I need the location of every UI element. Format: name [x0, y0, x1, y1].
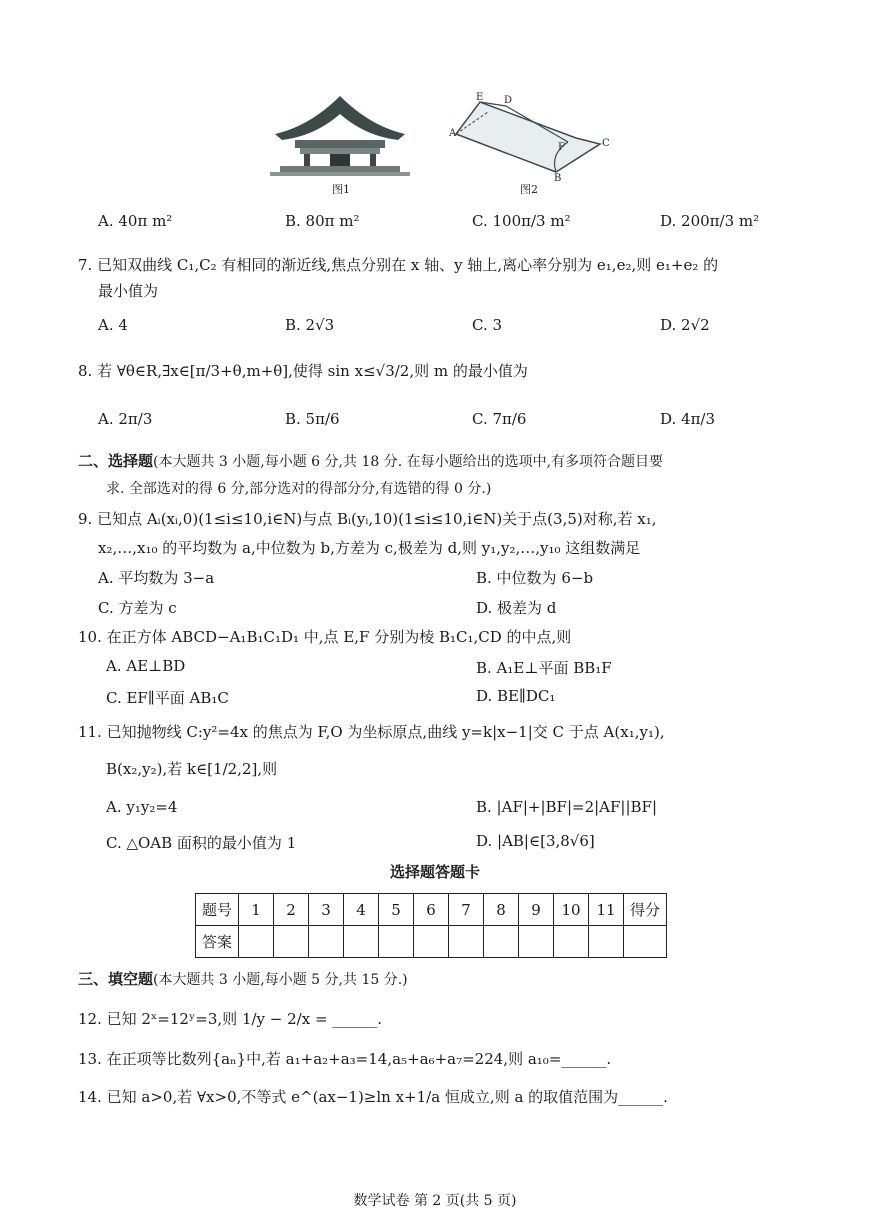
q9-option-b: B. 中位数为 6−b [476, 569, 594, 587]
answer-cell[interactable] [239, 926, 274, 958]
q7-option-c: C. 3 [472, 316, 503, 334]
figures-area [270, 88, 620, 198]
q6-option-c: C. 100π/3 m² [472, 212, 571, 230]
q11-option-b: B. |AF|+|BF|=2|AF||BF| [476, 798, 658, 816]
q11-stem-line1: 11. 已知抛物线 C:y²=4x 的焦点为 F,O 为坐标原点,曲线 y=k|x−1|交 C 于点 A(x₁,y₁), [78, 723, 665, 741]
q13-text: 13. 在正项等比数列{aₙ}中,若 a₁+a₂+a₃=14,a₅+a₆+a₇=224,则 a₁₀=______. [78, 1050, 612, 1068]
q8-option-c: C. 7π/6 [472, 410, 527, 428]
answer-card-number-cell: 2 [274, 894, 309, 926]
q14-text: 14. 已知 a>0,若 ∀x>0,不等式 e^(ax−1)≥ln x+1/a 恒成立,则 a 的取值范围为______. [78, 1088, 668, 1106]
answer-cell[interactable] [274, 926, 309, 958]
svg-text:B: B [554, 173, 562, 183]
svg-text:D: D [504, 95, 513, 106]
answer-cell[interactable] [554, 926, 589, 958]
q7-option-b: B. 2√3 [285, 316, 335, 334]
answer-card-number-cell: 1 [239, 894, 274, 926]
section-3-heading [78, 968, 408, 989]
q8-option-a: A. 2π/3 [98, 410, 153, 428]
answer-card-table [195, 893, 667, 958]
answer-card-number-cell: 10 [554, 894, 589, 926]
svg-text:F: F [558, 142, 565, 153]
q10-option-a: A. AE⊥BD [106, 657, 186, 675]
answer-card-number-cell: 6 [414, 894, 449, 926]
q7-option-a: A. 4 [98, 316, 128, 334]
score-cell[interactable] [624, 926, 667, 958]
answer-cell[interactable] [414, 926, 449, 958]
section-2-note-line2: 求. 全部选对的得 6 分,部分选对的得部分分,有选错的得 0 分.) [106, 481, 492, 497]
q7-option-d: D. 2√2 [660, 316, 710, 334]
answer-card-title: 选择题答题卡 [389, 863, 480, 881]
q10-option-c: C. EF∥平面 AB₁C [106, 689, 229, 707]
section-2-note-line1: (本大题共 3 小题,每小题 6 分,共 18 分. 在每小题给出的选项中,有多项符合题目要 [153, 454, 664, 470]
answer-cell[interactable] [309, 926, 344, 958]
q9-option-d: D. 极差为 d [476, 599, 557, 617]
figure-1-caption: 图1 [332, 183, 350, 196]
q6-option-a: A. 40π m² [98, 212, 173, 230]
answer-card-score-label: 得分 [624, 894, 667, 926]
q7-stem-line1: 7. 已知双曲线 C₁,C₂ 有相同的渐近线,焦点分别在 x 轴、y 轴上,离心率分别为 e₁,e₂,则 e₁+e₂ 的 [78, 256, 719, 274]
answer-card-answer-row [196, 926, 667, 958]
q10-option-d: D. BE∥DC₁ [476, 687, 556, 705]
q10-stem: 10. 在正方体 ABCD−A₁B₁C₁D₁ 中,点 E,F 分别为棱 B₁C₁,CD 的中点,则 [78, 628, 572, 646]
answer-card-number-cell: 11 [589, 894, 624, 926]
q10-option-b: B. A₁E⊥平面 BB₁F [476, 659, 612, 677]
answer-cell[interactable] [484, 926, 519, 958]
q6-option-b: B. 80π m² [285, 212, 360, 230]
q9-stem-line2: x₂,…,x₁₀ 的平均数为 a,中位数为 b,方差为 c,极差为 d,则 y₁,y₂,…,y₁₀ 这组数满足 [98, 539, 641, 557]
answer-card-number-cell: 5 [379, 894, 414, 926]
q12-text: 12. 已知 2ˣ=12ʸ=3,则 1/y − 2/x = ______. [78, 1010, 383, 1028]
q8-option-b: B. 5π/6 [285, 410, 340, 428]
q7-stem-line2: 最小值为 [98, 282, 159, 300]
answer-card-number-cell: 3 [309, 894, 344, 926]
answer-card-number-cell: 8 [484, 894, 519, 926]
figure-2-diagram [448, 88, 618, 183]
q11-option-c: C. △OAB 面积的最小值为 1 [106, 834, 297, 852]
answer-card-number-row [196, 894, 667, 926]
q11-option-d: D. |AB|∈[3,8√6] [476, 832, 595, 850]
svg-text:E: E [476, 92, 484, 103]
answer-card-number-label: 题号 [196, 894, 239, 926]
svg-text:C: C [602, 138, 610, 149]
answer-card-number-cell: 9 [519, 894, 554, 926]
section-2-title: 二、选择题 [78, 452, 154, 470]
page-footer: 数学试卷 第 2 页(共 5 页) [353, 1193, 517, 1209]
answer-cell[interactable] [519, 926, 554, 958]
q8-option-d: D. 4π/3 [660, 410, 716, 428]
answer-cell[interactable] [379, 926, 414, 958]
answer-cell[interactable] [589, 926, 624, 958]
section-2-heading [78, 450, 663, 471]
q9-stem-line1: 9. 已知点 Aᵢ(xᵢ,0)(1≤i≤10,i∈N)与点 Bᵢ(yᵢ,10)(1≤i≤10,i∈N)关于点(3,5)对称,若 x₁, [78, 510, 657, 528]
q11-option-a: A. y₁y₂=4 [106, 798, 178, 816]
answer-card-answer-label: 答案 [196, 926, 239, 958]
svg-text:A: A [449, 128, 457, 139]
section-3-note: (本大题共 3 小题,每小题 5 分,共 15 分.) [153, 972, 408, 988]
answer-cell[interactable] [449, 926, 484, 958]
figure-1-pavilion [270, 88, 410, 183]
q11-stem-line2: B(x₂,y₂),若 k∈[1/2,2],则 [106, 760, 278, 778]
q9-option-c: C. 方差为 c [98, 599, 177, 617]
figure-2-caption: 图2 [520, 183, 538, 196]
q9-option-a: A. 平均数为 3−a [98, 569, 215, 587]
q8-stem: 8. 若 ∀θ∈R,∃x∈[π/3+θ,m+θ],使得 sin x≤√3/2,则 m 的最小值为 [78, 362, 528, 380]
answer-card-number-cell: 7 [449, 894, 484, 926]
q6-option-d: D. 200π/3 m² [660, 212, 760, 230]
answer-cell[interactable] [344, 926, 379, 958]
answer-card-number-cell: 4 [344, 894, 379, 926]
section-3-title: 三、填空题 [78, 970, 154, 988]
